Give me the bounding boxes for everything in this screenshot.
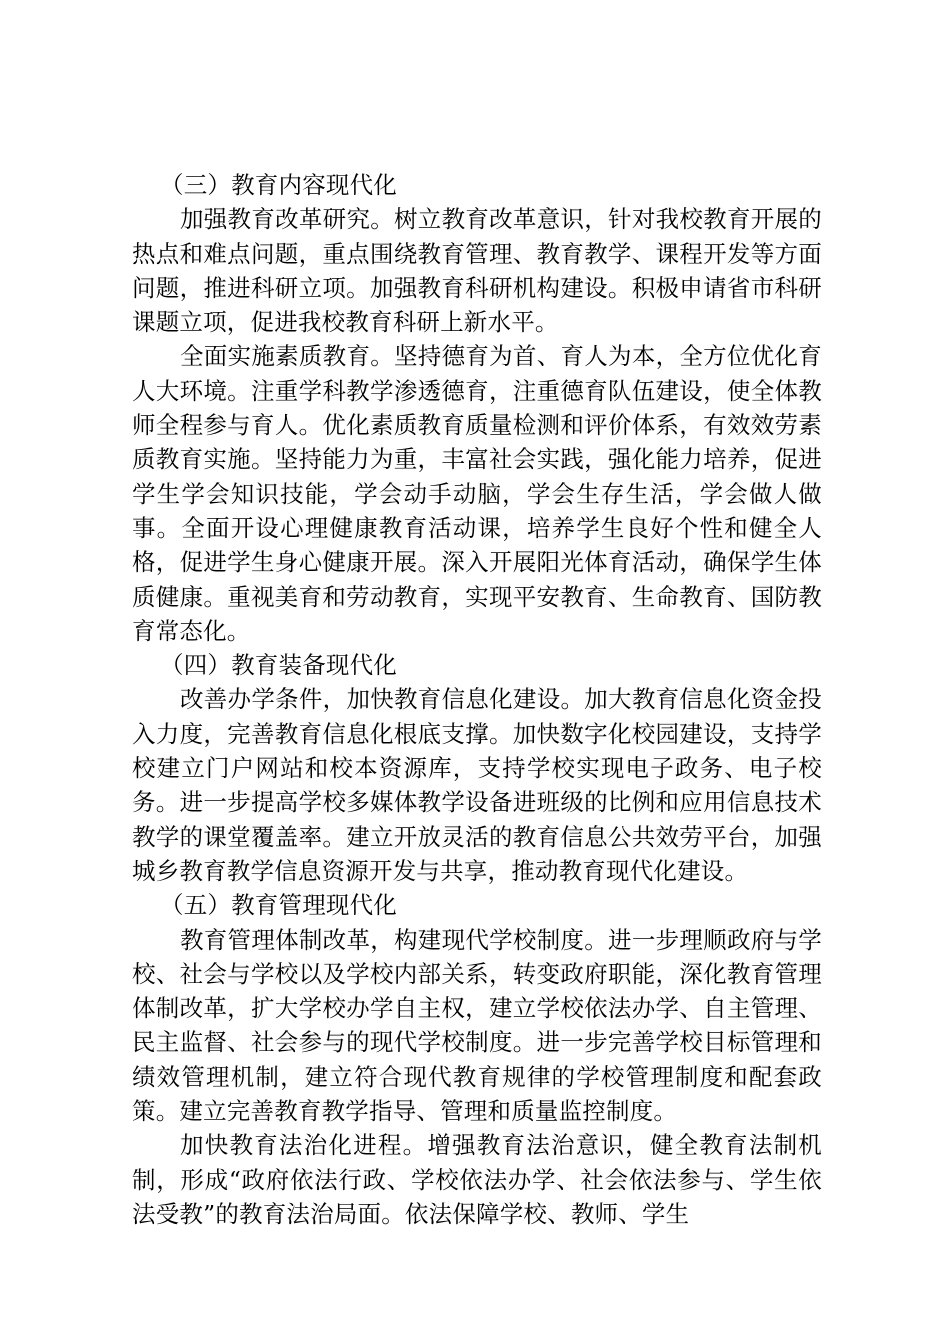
section-content-modernization (132, 168, 822, 648)
document-body (132, 168, 822, 1231)
paragraph: 加强教育改革研究。树立教育改革意识，针对我校教育开展的热点和难点问题，重点围绕教育管理、教育教学、课程开发等方面问题，推进科研立项。加强教育科研机构建设。积极申请省市科研课题立项，促进我校教育科研上新水平。 (132, 205, 822, 337)
section-management-modernization (132, 888, 822, 1231)
paragraph: 全面实施素质教育。坚持德育为首、育人为本，全方位优化育人大环境。注重学科教学渗透德育，注重德育队伍建设，使全体教师全程参与育人。优化素质教育质量检测和评价体系，有效效劳素质教育实施。坚持能力为重，丰富社会实践，强化能力培养，促进学生学会知识技能，学会动手动脑，学会生存生活，学会做人做事。全面开设心理健康教育活动课，培养学生良好个性和健全人格，促进学生身心健康开展。深入开展阳光体育活动，确保学生体质健康。重视美育和劳动教育，实现平安教育、生命教育、国防教育常态化。 (132, 342, 822, 645)
section-heading: （四）教育装备现代化 (160, 651, 397, 680)
paragraph: 加快教育法治化进程。增强教育法治意识，健全教育法制机制，形成“政府依法行政、学校依法办学、社会依法参与、学生依法受教”的教育法治局面。依法保障学校、教师、学生 (132, 1131, 822, 1228)
section-equipment-modernization (132, 648, 822, 888)
section-heading: （五）教育管理现代化 (160, 891, 397, 920)
paragraph: 改善办学条件，加快教育信息化建设。加大教育信息化资金投入力度，完善教育信息化根底支撑。加快数字化校园建设，支持学校建立门户网站和校本资源库，支持学校实现电子政务、电子校务。进一步提高学校多媒体教学设备进班级的比例和应用信息技术教学的课堂覆盖率。建立开放灵活的教育信息公共效劳平台，加强城乡教育教学信息资源开发与共享，推动教育现代化建设。 (132, 685, 822, 885)
section-heading: （三）教育内容现代化 (160, 171, 397, 199)
paragraph: 教育管理体制改革，构建现代学校制度。进一步理顺政府与学校、社会与学校以及学校内部关系，转变政府职能，深化教育管理体制改革，扩大学校办学自主权，建立学校依法办学、自主管理、民主监督、社会参与的现代学校制度。进一步完善学校目标管理和绩效管理机制，建立符合现代教育规律的学校管理制度和配套政策。建立完善教育教学指导、管理和质量监控制度。 (132, 925, 822, 1126)
